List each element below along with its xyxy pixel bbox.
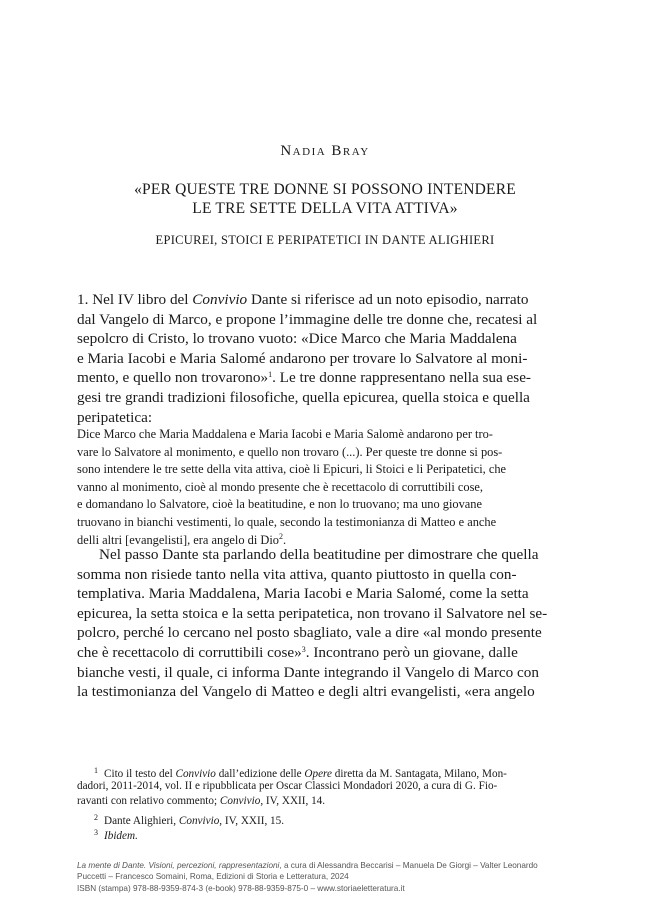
text-run: , a cura di Alessandra Beccarisi – Manuela De Giorgi – Valter Leonardo (279, 861, 538, 870)
text-line: Nel passo Dante sta parlando della beatitudine per dimostrare che quella (99, 546, 539, 563)
text-run: Dante si riferisce ad un noto episodio, narrato (247, 291, 529, 308)
footnotes (77, 763, 577, 841)
colophon-line: Puccetti – Francesco Somaini, Roma, Edizioni di Storia e Letteratura, 2024 (77, 872, 349, 882)
footnote-ref[interactable]: 3 (301, 644, 306, 654)
text-line: peripatetica: (77, 408, 153, 426)
text-run: che è recettacolo di corruttibili cose» (77, 643, 302, 661)
text-line: dal Vangelo di Marco, e propone l’immagine delle tre donne che, recatesi al (77, 310, 538, 328)
quote-line: Dice Marco che Maria Maddalena e Maria Iacobi e Maria Salomè andarono per tro- (77, 427, 493, 441)
text-line (77, 643, 577, 663)
footnote-line: dadori, 2011-2014, vol. II e ripubblicata per Oscar Classici Mondadori 2020, a cura di G. Fio- (77, 779, 498, 792)
text-line: polcro, perché lo cercano nel posto sbagliato, vale a dire «al mondo presente (77, 624, 542, 642)
text-run: ravanti con relativo commento; (77, 795, 220, 808)
author-name: Nadia Bray (280, 143, 370, 159)
italic-title: Convivio (219, 795, 261, 808)
isbn-line: ISBN (stampa) 978-88-9359-874-3 (e-book) 978-88-9359-875-0 – www.storiaeletteratura.it (77, 883, 405, 893)
text-run: . (282, 532, 287, 547)
article-title (0, 180, 650, 218)
quote-line: vanno al monimento, cioè al mondo presente che è recettacolo di corruttibili cose, (77, 479, 483, 494)
footnote-line (77, 794, 577, 810)
block-quote (77, 426, 577, 549)
text-line: templativa. Maria Maddalena, Maria Iacobi e Maria Salomé, come la setta (77, 585, 529, 603)
text-run: , IV, XXII, 15. (219, 814, 285, 827)
footnote-3 (77, 825, 577, 841)
text-line: la testimonianza del Vangelo di Matteo e degli altri evangelisti, «era angelo (77, 683, 535, 701)
title-line: «PER QUESTE TRE DONNE SI POSSONO INTENDERE (134, 181, 516, 198)
footnote-number: 2 (94, 812, 98, 822)
title-line: LE TRE SETTE DELLA VITA ATTIVA» (192, 200, 458, 217)
text-run: , IV, XXII, 14. (260, 795, 326, 808)
text-line: epicurea, la setta stoica e la setta peripatetica, non trovano il Salvatore nel se- (77, 604, 548, 622)
text-line: somma non risiede tanto nella vita attiva, quanto piuttosto in quella con- (77, 565, 517, 583)
text-run: delli altri [evangelisti], era angelo di Dio (77, 532, 279, 547)
text-line (77, 368, 577, 388)
quote-line: e domandano lo Salvatore, cioè la beatitudine, e non lo truovano; ma uno giovane (77, 497, 482, 512)
footnote-number: 3 (94, 828, 98, 838)
quote-line: truovano in bianchi vestimenti, lo quale, secondo la testimonianza di Matteo e anche (77, 514, 497, 529)
colophon-line (77, 860, 577, 871)
text-line (77, 290, 577, 310)
text-run: diretta da M. Santagata, Milano, Mon- (331, 768, 507, 780)
text-run: Dante Alighieri, (104, 814, 179, 827)
text-run: . Le tre donne rappresentano nella sua ese- (272, 369, 531, 387)
italic-title: Ibidem. (104, 830, 138, 843)
text-run: dall’edizione delle (215, 768, 305, 780)
footnote-number: 1 (94, 766, 98, 775)
body-paragraph-1 (77, 290, 577, 427)
article-subtitle: EPICUREI, STOICI E PERIPATETICI IN DANTE ALIGHIERI (155, 233, 495, 247)
italic-title: Opere (304, 768, 332, 780)
footnote-2 (77, 810, 577, 826)
footnote-ref[interactable]: 1 (268, 370, 273, 380)
text-line: sepolcro di Cristo, lo trovano vuoto: «Dice Marco che Maria Maddalena (77, 330, 517, 348)
italic-title: Convivio (175, 768, 216, 780)
text-run: 1. Nel IV libro del (77, 291, 193, 308)
text-run: . Incontrano però un giovane, dalle (305, 643, 518, 661)
colophon (77, 860, 577, 894)
italic-title: Convivio (178, 814, 220, 827)
text-line: e Maria Iacobi e Maria Salomé andarono per trovare lo Salvatore al moni- (77, 349, 528, 367)
book-title: La mente di Dante. Visioni, percezioni, rappresentazioni (77, 861, 280, 870)
text-run: mento, e quello non trovarono» (77, 369, 269, 387)
quote-line: vare lo Salvatore al monimento, e quello non trovaro (...). Per queste tre donne si pos- (77, 444, 503, 459)
text-run: Cito il testo del (104, 768, 176, 780)
body-paragraph-2 (77, 545, 577, 702)
italic-title: Convivio (192, 291, 248, 308)
footnote-1 (77, 763, 577, 779)
text-line: gesi tre grandi tradizioni filosofiche, quella epicurea, quella stoica e quella (77, 388, 530, 406)
quote-line: sono intendere le tre sette della vita attiva, cioè li Epicuri, li Stoici e li Peripatetici, che (77, 462, 507, 477)
footnote-ref[interactable]: 2 (278, 531, 283, 541)
text-line: bianche vesti, il quale, ci informa Dante integrando il Vangelo di Marco con (77, 663, 539, 681)
